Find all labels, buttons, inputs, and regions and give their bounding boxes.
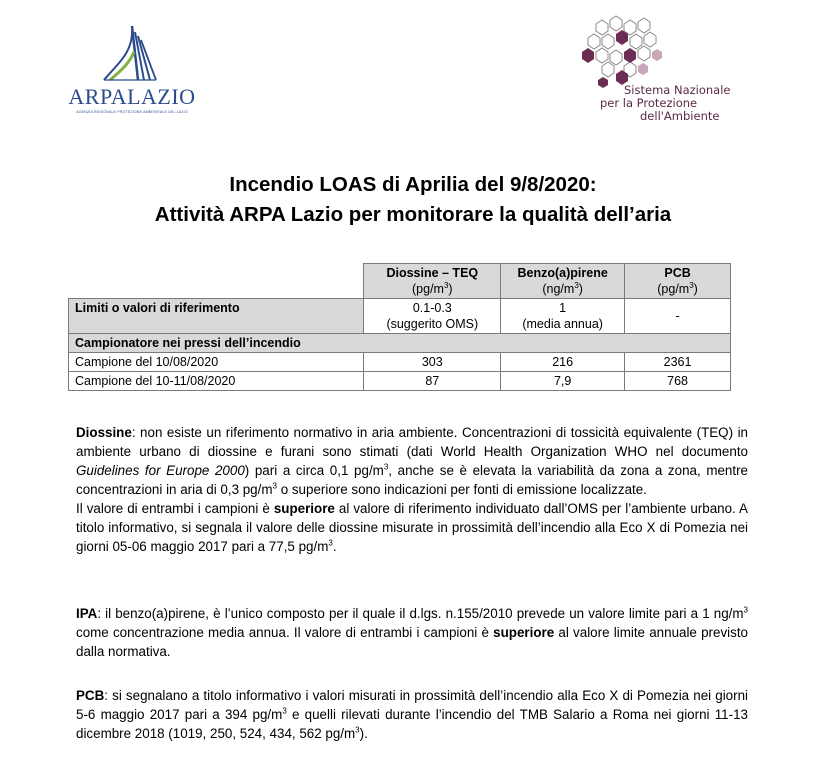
- arpa-emblem-icon: [64, 22, 200, 84]
- row-diossine: 303: [364, 353, 501, 372]
- limits-bap: 1 (media annua): [501, 299, 625, 334]
- title-line-2: Attività ARPA Lazio per monitorare la qualità dell’aria: [154, 203, 672, 226]
- title-line-1: Incendio LOAS di Aprilia del 9/8/2020:: [229, 173, 597, 196]
- section-row: [69, 334, 731, 353]
- arpa-lazio-logo: [64, 22, 200, 122]
- paragraph-diossine: Diossine: non esiste un riferimento normativo in aria ambiente. Concentrazioni di tossicità equivalente (TEQ) in ambiente urbano di diossine e furani sono stimati (dati World Health Organization WHO nel documento Guidelines for Europe 2000) pari a circa 0,1 $pg/m^3$, anche se è elevata la variabilità da zona a zona, mentre concentrazioni in aria di 0,3 $pg/m^3$ o superiore sono indicazioni per fonti di emissione localizzate. Il valore di entrambi i campioni è superiore al valore di riferimento individuato dall’OMS per l’ambiente urbano. A titolo informativo, si segnala il valore delle diossine misurate in prossimità dell’incendio alla Eco X di Pomezia nei giorni 05-06 maggio 2017 pari a 77,5 $pg/m^3$.: [76, 425, 748, 554]
- header-benzo-a-pirene: Benzo(a)pirene $(ng/m^3)$: [501, 264, 625, 299]
- document-title: [0, 170, 826, 230]
- row-diossine: 87: [364, 372, 501, 391]
- section-label: Campionatore nei pressi dell’incendio: [69, 334, 731, 353]
- row-pcb: 2361: [625, 353, 731, 372]
- table-header-row: [69, 264, 731, 299]
- snpa-line-3: dell'Ambiente: [640, 109, 720, 123]
- snpa-logo: [566, 14, 756, 124]
- arpa-name: ARPALAZIO: [68, 84, 196, 109]
- arpa-subtitle: AGENZIA REGIONALE PROTEZIONE AMBIENTALE DEL LAZIO: [76, 110, 188, 114]
- snpa-line-1: Sistema Nazionale: [624, 83, 731, 97]
- table-row: [69, 353, 731, 372]
- limits-diossine: 0.1-0.3 (suggerito OMS): [364, 299, 501, 334]
- table-row: [69, 372, 731, 391]
- snpa-line-2: per la Protezione: [600, 96, 698, 110]
- header-pcb: PCB $(pg/m^3)$: [625, 264, 731, 299]
- results-table: [68, 263, 731, 391]
- row-pcb: 768: [625, 372, 731, 391]
- row-label: Campione del 10/08/2020: [69, 353, 364, 372]
- limits-row: [69, 299, 731, 334]
- paragraph-pcb: PCB: si segnalano a titolo informativo i valori misurati in prossimità dell’incendio alla Eco X di Pomezia nei giorni 5-6 maggio 2017 pari a 394 $pg/m^3$ e quelli rilevati durante l’incendio del TMB Salario a Roma nei giorni 11-13 dicembre 2018 (1019, 250, 524, 434, 562 $pg/m^3$).: [76, 688, 748, 741]
- header-diossine: Diossine – TEQ $(pg/m^3)$: [364, 264, 501, 299]
- limits-label: Limiti o valori di riferimento: [69, 299, 364, 334]
- limits-pcb: -: [625, 299, 731, 334]
- header-blank-cell: [69, 264, 364, 299]
- snpa-text-block: [596, 84, 731, 123]
- row-bap: 7,9: [501, 372, 625, 391]
- row-bap: 216: [501, 353, 625, 372]
- paragraph-ipa: IPA: il benzo(a)pirene, è l’unico composto per il quale il d.lgs. n.155/2010 prevede un valore limite pari a 1 $ng/m^3$ come concentrazione media annua. Il valore di entrambi i campioni è superiore al valore limite annuale previsto dalla normativa.: [76, 605, 748, 659]
- snpa-hexagon-cluster-icon: [576, 14, 696, 94]
- row-label: Campione del 10-11/08/2020: [69, 372, 364, 391]
